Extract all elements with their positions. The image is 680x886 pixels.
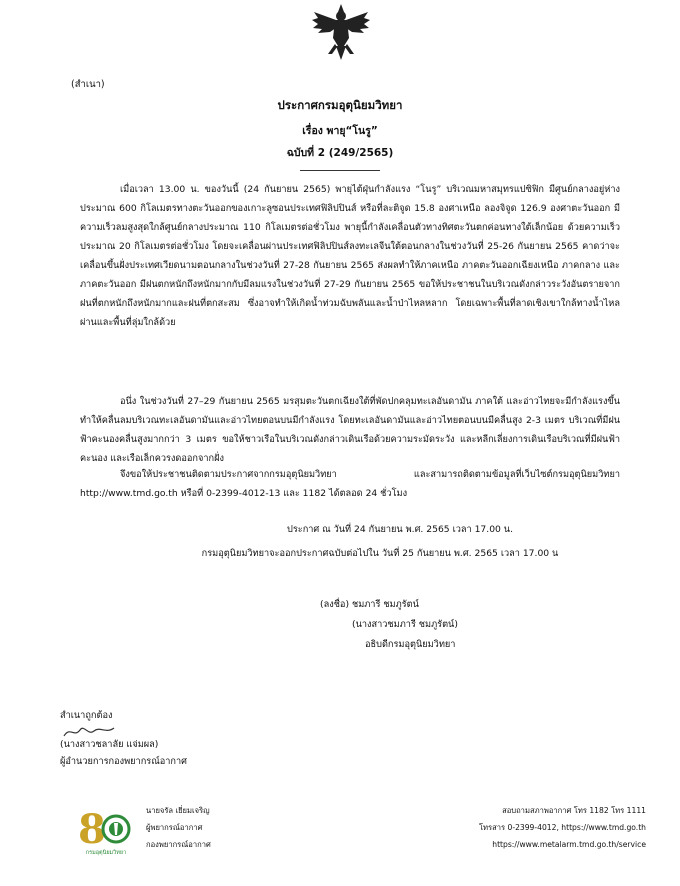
signed-line: (ลงชื่อ) ชมภารี ชมภูรัตน์ xyxy=(320,599,419,610)
logo-caption: กรมอุตุนิยมวิทยา xyxy=(85,850,127,856)
signer-position: อธิบดีกรมอุตุนิยมวิทยา xyxy=(365,639,456,650)
copy-label: (สำเนา) xyxy=(71,79,105,90)
next-issue: กรมอุตุนิยมวิทยาจะออกประกาศฉบับต่อไปใน วันที่ 25 กันยายน พ.ศ. 2565 เวลา 17.00 น xyxy=(201,548,559,559)
announcement-subject: เรื่อง พายุ“โนรู” xyxy=(302,125,378,137)
certify-label: สำเนาถูกต้อง xyxy=(60,710,113,721)
paragraph-situation: เมื่อเวลา 13.00 น. ของวันนี้ (24 กันยายน 2565) พายุไต้ฝุ่นกำลังแรง “โนรู” บริเวณมหาสมุทรแปซิฟิก มีศูนย์กลางอยู่ห่างประมาณ 600 กิโลเมตรทางตะวันออกของเกาะลูซอนประเทศฟิลิปปินส์ หรือที่ละติจูด 15.8 องศาเหนือ ลองจิจูด 126.9 องศาตะวันออก มีความเร็วลมสูงสุดใกล้ศูนย์กลางประมาณ 110 กิโลเมตรต่อชั่วโมง พายุนี้กำลังเคลื่อนตัวทางทิศตะวันตกค่อนทางใต้เล็กน้อย ด้วยความเร็วประมาณ 20 กิโลเมตรต่อชั่วโมง โดยจะเคลื่อนผ่านประเทศฟิลิปปินส์ลงทะเลจีนใต้ตอนกลางในช่วงวันที่ 25-26 กันยายน 2565 คาดว่าจะเคลื่อนขึ้นฝั่งประเทศเวียดนามตอนกลางในช่วงวันที่ 27-28 กันยายน 2565 ส่งผลทำให้ภาคเหนือ ภาคตะวันออกเฉียงเหนือ ภาคกลาง และภาคตะวันออก มีฝนตกหนักถึงหนักมากกับมีลมแรงในช่วงวันที่ 27-29 กันยายน 2565 ขอให้ประชาชนในบริเวณดังกล่าวระวังอันตรายจากฝนที่ตกหนักถึงหนักมากและฝนที่ตกสะสม ซึ่งอาจทำให้เกิดน้ำท่วมฉับพลันและน้ำป่าไหลหลาก โดยเฉพาะพื้นที่ลาดเชิงเขาใกล้ทางน้ำไหลผ่านและพื้นที่ลุ่มใกล้ด้วย xyxy=(80,184,620,328)
title-divider xyxy=(300,170,380,171)
signer-name: (นางสาวชมภารี ชมภูรัตน์) xyxy=(352,619,458,630)
footer-contact xyxy=(479,802,646,853)
contact-fax-web: โทรสาร 0-2399-4012, https://www.tmd.go.th xyxy=(478,823,646,832)
announcement-title: ประกาศกรมอุตุนิยมวิทยา xyxy=(277,98,403,112)
forecaster-role: ผู้พยากรณ์อากาศ xyxy=(146,823,203,832)
announce-date: ประกาศ ณ วันที่ 24 กันยายน พ.ศ. 2565 เวลา 17.00 น. xyxy=(287,524,513,535)
garuda-emblem-icon xyxy=(308,2,374,62)
tmd-80th-logo-icon xyxy=(76,803,136,867)
announcement-issue: ฉบับที่ 2 (249/2565) xyxy=(286,147,394,159)
footer-forecaster xyxy=(146,802,211,853)
paragraph-advice: จึงขอให้ประชาชนติดตามประกาศจากกรมอุตุนิยมวิทยา และสามารถติดตามข้อมูลที่เว็บไซต์กรมอุตุนิยมวิทยา http://www.tmd.go.th หรือที่ 0-2399-4012-13 และ 1182 ได้ตลอด 24 ชั่วโมง xyxy=(80,469,620,499)
certify-name: (นางสาวชลาลัย แจ่มผล) xyxy=(60,739,159,750)
contact-service-url[interactable]: https://www.metalarm.tmd.go.th/service xyxy=(492,840,646,849)
contact-phone: สอบถามสภาพอากาศ โทร 1182 โทร 1111 xyxy=(502,806,646,815)
certify-position: ผู้อำนวยการกองพยากรณ์อากาศ xyxy=(60,756,187,767)
forecaster-name: นายจรัล เยี่ยมเจริญ xyxy=(146,806,210,815)
forecaster-division: กองพยากรณ์อากาศ xyxy=(146,840,211,849)
svg-text:8: 8 xyxy=(78,806,106,853)
paragraph-monsoon: อนึ่ง ในช่วงวันที่ 27–29 กันยายน 2565 มรสุมตะวันตกเฉียงใต้ที่พัดปกคลุมทะเลอันดามัน ภาคใต้ และอ่าวไทยจะมีกำลังแรงขึ้น ทำให้คลื่นลมบริเวณทะเลอันดามันและอ่าวไทยตอนบนมีกำลังแรง โดยทะเลอันดามันและอ่าวไทยตอนบนมีคลื่นสูง 2-3 เมตร บริเวณที่มีฝนฟ้าคะนองคลื่นสูงมากกว่า 3 เมตร ขอให้ชาวเรือในบริเวณดังกล่าวเดินเรือด้วยความระมัดระวัง และหลีกเลี่ยงการเดินเรือบริเวณที่มีฝนฟ้าคะนอง และเรือเล็กควรงดออกจากฝั่ง xyxy=(80,396,620,464)
